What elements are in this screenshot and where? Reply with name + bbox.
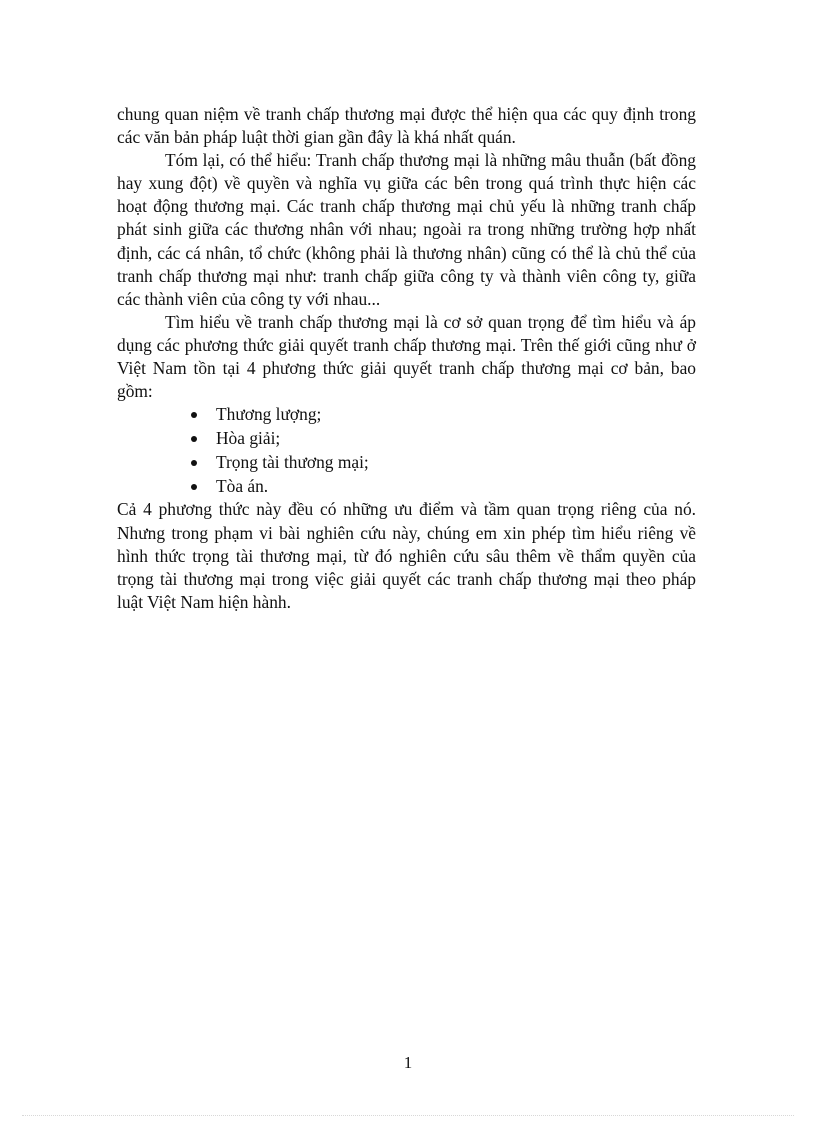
document-body bbox=[117, 103, 696, 614]
list-item-label: Trọng tài thương mại; bbox=[216, 451, 369, 472]
bullet-icon bbox=[191, 484, 197, 490]
list-item bbox=[191, 475, 696, 499]
page-bottom-divider bbox=[22, 1115, 794, 1116]
list-item-label: Thương lượng; bbox=[216, 404, 322, 425]
methods-list bbox=[117, 403, 696, 498]
list-item bbox=[191, 451, 696, 475]
paragraph-conclusion: Cả 4 phương thức này đều có những ưu điểm và tầm quan trọng riêng của nó. Nhưng trong phạm vi bài nghiên cứu này, chúng em xin phép tìm hiểu riêng về hình thức trọng tài thương mại, từ đó nghiên cứu sâu thêm về thẩm quyền của trọng tài thương mại trong việc giải quyết các tranh chấp thương mại theo pháp luật Việt Nam hiện hành. bbox=[117, 499, 696, 612]
paragraph-continuation: chung quan niệm về tranh chấp thương mại được thể hiện qua các quy định trong các văn bản pháp luật thời gian gần đây là khá nhất quán. bbox=[117, 104, 696, 148]
list-item bbox=[191, 403, 696, 427]
bullet-icon bbox=[191, 412, 197, 418]
list-item bbox=[191, 427, 696, 451]
list-item-label: Tòa án. bbox=[216, 475, 269, 496]
bullet-icon bbox=[191, 460, 197, 466]
page-number: 1 bbox=[403, 1053, 413, 1072]
bullet-icon bbox=[191, 436, 197, 442]
paragraph-definition: Tóm lại, có thể hiểu: Tranh chấp thương mại là những mâu thuẫn (bất đồng hay xung đột) về quyền và nghĩa vụ giữa các bên trong quá trình thực hiện các hoạt động thương mại. Các tranh chấp thương mại chủ yếu là những tranh chấp phát sinh giữa các thương nhân với nhau; ngoài ra trong những trường hợp nhất định, các cá nhân, tổ chức (không phải là thương nhân) cũng có thể là chủ thể của tranh chấp thương mại như: tranh chấp giữa công ty và thành viên công ty, giữa các thành viên của công ty với nhau... bbox=[117, 150, 696, 309]
list-item-label: Hòa giải; bbox=[216, 428, 281, 449]
paragraph-methods-intro: Tìm hiểu về tranh chấp thương mại là cơ sở quan trọng để tìm hiểu và áp dụng các phương thức giải quyết tranh chấp thương mại. Trên thế giới cũng như ở Việt Nam tồn tại 4 phương thức giải quyết tranh chấp thương mại cơ bản, bao gồm: bbox=[117, 311, 696, 402]
